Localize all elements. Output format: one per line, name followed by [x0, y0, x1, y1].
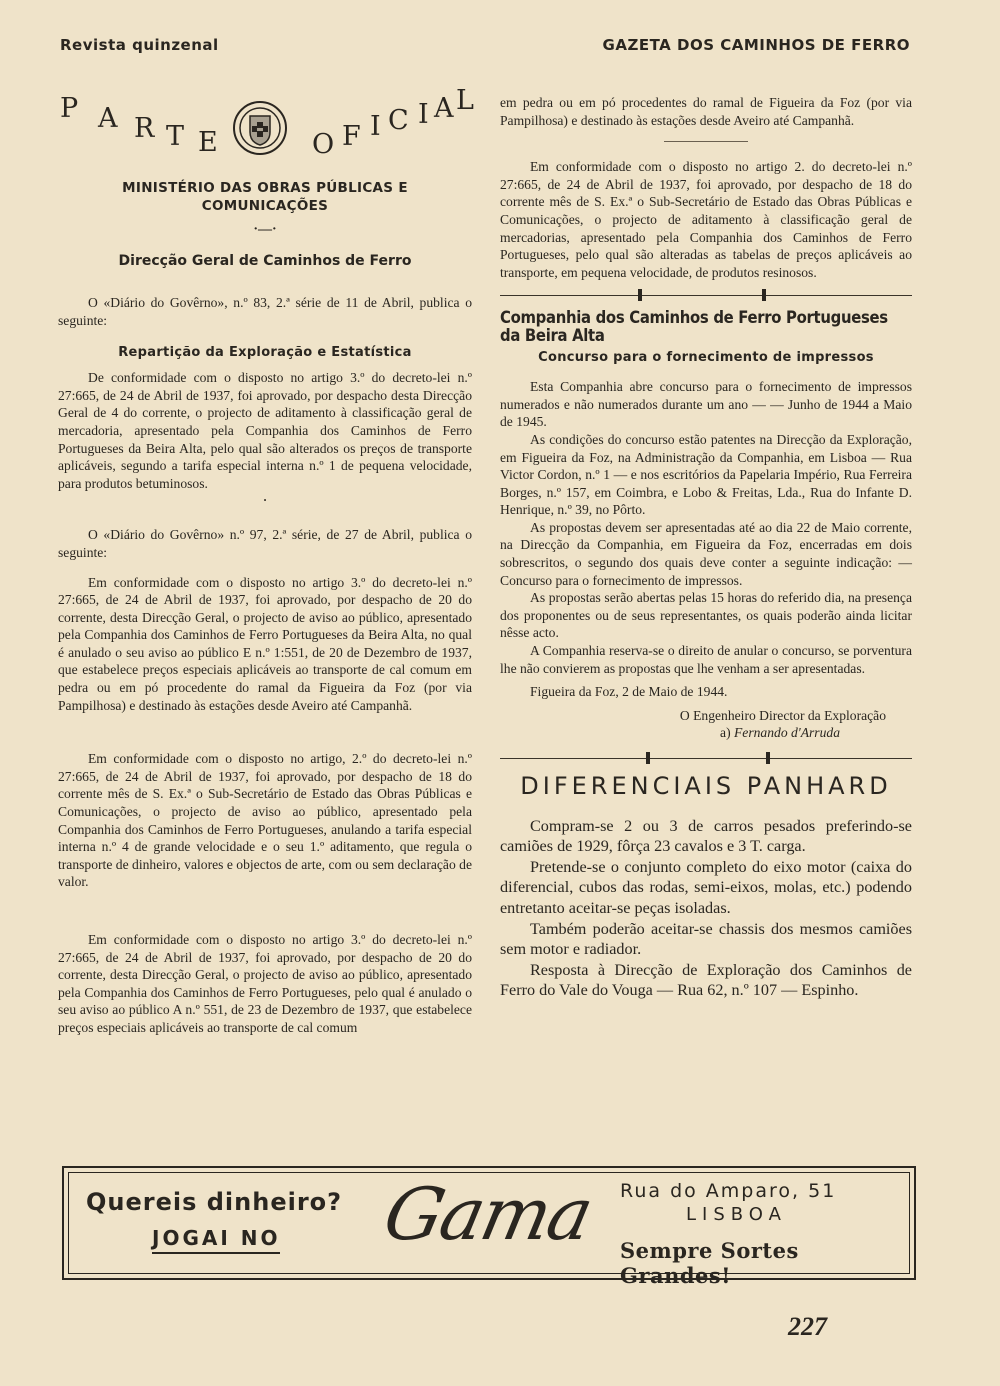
- parte-letter: P: [60, 93, 79, 124]
- body-paragraph: Esta Companhia abre concurso para o fornecimento de impressos numerados e não numerados durante um ano — — Junho de 1944 a Maio de 1945.: [500, 379, 912, 430]
- intro-paragraph: O «Diário do Govêrno», n.º 83, 2.ª série de 11 de Abril, publica o seguinte:: [58, 295, 472, 328]
- header-left: Revista quinzenal: [60, 36, 219, 54]
- signature-name-text: Fernando d'Arruda: [734, 725, 840, 741]
- header-right: GAZETA DOS CAMINHOS DE FERRO: [602, 36, 910, 54]
- separator-line: [664, 141, 748, 142]
- body-paragraph: Compram-se 2 ou 3 de carros pesados preferindo-se camiões de 1929, fôrça 23 cavalos e 3 T. carga.: [500, 816, 912, 856]
- parte-letter: A: [98, 103, 118, 134]
- ad-jogai: JOGAI NO: [152, 1226, 280, 1254]
- gama-advertisement: [62, 1166, 916, 1288]
- page-number: 227: [788, 1312, 827, 1341]
- classified-ad: [500, 816, 912, 1001]
- parte-letter: T: [166, 121, 185, 152]
- oficial-letter: F: [342, 121, 361, 152]
- coat-of-arms-icon: [232, 100, 288, 156]
- oficial-letter: C: [388, 105, 409, 136]
- body-paragraph: Pretende-se o conjunto completo do eixo motor (caixa do diferencial, cubos das rodas, semi-eixos, molas, etc.) podendo entretanto aceitar-se peças isoladas.: [500, 857, 912, 917]
- oficial-letter: A: [434, 93, 454, 124]
- intro-paragraph: O «Diário do Govêrno» n.º 97, 2.ª série, de 27 de Abril, publica o seguinte:: [58, 527, 472, 560]
- companhia-heading: Companhia dos Caminhos de Ferro Portugueses da Beira Alta: [500, 308, 888, 345]
- signature-title: O Engenheiro Director da Exploração: [679, 707, 886, 723]
- ad-question: Quereis dinheiro?: [86, 1188, 343, 1216]
- direccao-heading: Direcção Geral de Caminhos de Ferro: [118, 252, 412, 269]
- parte-oficial-heading: [58, 85, 474, 172]
- ad-city: LISBOA: [686, 1204, 787, 1225]
- body-paragraph: Em conformidade com o disposto no artigo 2. do decreto-lei n.º 27:665, de 24 de Abril de 1937, foi aprovado, por despacho de 18 do corrente mês de S. Ex.ª o Sub-Secretário de Estado das Obras Públicas e Comunicações, o projecto de aditamento à classificação geral de mercadorias, apresentado pela Companhia dos Caminhos de Ferro Portugueses, pelo qual são alteradas as tabelas de preços aplicáveis ao transporte, em pequena velocidade, de produtos resinosos.: [500, 159, 912, 280]
- oficial-letter: I: [370, 111, 381, 142]
- section-divider: [500, 289, 912, 303]
- body-paragraph: As propostas devem ser apresentadas até ao dia 22 de Maio corrente, na Direcção da Companhia, em Figueira da Foz, encerradas em dois sobrescritos, o segundo dos quais deve conter a seguinte indicação: — Concurso para o fornecimento de impressos.: [500, 519, 912, 588]
- parte-letter: E: [198, 127, 218, 158]
- body-paragraph: Em conformidade com o disposto no artigo, 2.º do decreto-lei n.º 27:665, de 24 de Abril de 1937, foi aprovado, por despacho de 18 do corrente mês de S. Ex.ª o Sub-Secretário de Estado das Obras Públicas e Comunicações, o projecto de aviso ao público, apresentado pela Companhia dos Caminhos de Ferro Portugueses, anulando a tarifa especial interna n.º 4 de grande velocidade e o seu 1.º aditamento, que regula o transporte de dinheiro, valores e objectos de arte, com ou sem declaração de valor.: [58, 751, 472, 890]
- section-divider: [500, 752, 912, 766]
- body-paragraph: em pedra ou em pó procedentes do ramal de Figueira da Foz (por via Pampilhosa) e destinado às estações desde Aveiro até Campanhã.: [500, 95, 912, 128]
- left-column: [58, 85, 474, 1037]
- body-paragraph: Resposta à Direcção de Exploração dos Caminhos de Ferro do Vale do Vouga — Rua 62, n.º 107 — Espinho.: [500, 960, 912, 1000]
- ad-brand-logo: Gama: [377, 1172, 599, 1256]
- section-dot: •: [263, 496, 267, 506]
- oficial-letter: O: [312, 129, 335, 160]
- body-paragraph: As propostas serão abertas pelas 15 horas do referido dia, na presença dos proponentes ou de seus representantes, os quais poderão ainda licitar nêsse acto.: [500, 590, 912, 641]
- signature-name: [500, 724, 912, 742]
- ministerio-heading: MINISTÉRIO DAS OBRAS PÚBLICAS E COMUNICAÇÕES: [122, 180, 408, 214]
- body-paragraph: A Companhia reserva-se o direito de anular o concurso, se porventura lhe não convierem as propostas que lhe venham a ser apresentadas.: [500, 643, 912, 676]
- parte-letter: R: [134, 113, 155, 144]
- ornament: ·—·: [253, 222, 277, 238]
- body-paragraph: Em conformidade com o disposto no artigo 3.º do decreto-lei n.º 27:665, de 24 de Abril de 1937, foi aprovado, por despacho de 20 do corrente, desta Direcção Geral, o projecto de aviso ao público, apresentado pela Companhia dos Caminhos de Ferro Portugueses da Beira Alta, no qual é anulado o seu aviso ao público E n.º 1:551, de 20 de Dezembro de 1937, que estabelece preços especiais aplicáveis ao transporte de cal comum em pedra ou em pó procedente do ramal da Figueira da Foz (por via Pampilhosa) e destinado às estações desde Aveiro até Campanhã.: [58, 574, 472, 713]
- body-paragraph: Também poderão aceitar-se chassis dos mesmos camiões sem motor e radiador.: [500, 919, 912, 959]
- body-paragraph: Em conformidade com o disposto no artigo 3.º do decreto-lei n.º 27:665, de 24 de Abril de 1937, foi aprovado, por despacho de 20 do corrente, desta Direcção Geral, o projecto de aviso ao público, apresentado pela Companhia dos Caminhos de Ferro Portugueses, pelo qual é anulado o seu aviso ao público A n.º 551, de 23 de Dezembro de 1937, que estabelece preços especiais aplicáveis ao transporte de cal comum: [58, 932, 472, 1035]
- body-paragraph: De conformidade com o disposto no artigo 3.º do decreto-lei n.º 27:665, de 24 de Abril de 1937, foi aprovado, por despacho desta Direcção Geral de 4 do corrente, o projecto de aditamento à classificação geral de mercadoria, apresentado pela Companhia dos Caminhos de Ferro Portugueses da Beira Alta, pelo qual são alterados os preços de transporte aplicáveis, segundo a tarifa especial interna n.º 1 de pequena velocidade, para produtos betuminosos.: [58, 370, 472, 491]
- body-paragraph: As condições do concurso estão patentes na Direcção da Exploração, em Figueira da Foz, na Administração da Companhia, em Lisboa — Rua Victor Cordon, n.º 1 — e nos escritórios da Papelaria Império, Rua Ferreira Borges, n.º 157, em Coimbra, e Lobo & Freitas, Lda., Rua do Infante D. Henrique, n.º 39, no Pôrto.: [500, 431, 912, 518]
- oficial-letter: I: [418, 99, 429, 130]
- date-line: Figueira da Foz, 2 de Maio de 1944.: [530, 684, 728, 700]
- concurso-heading: Concurso para o fornecimento de impressos: [538, 349, 874, 365]
- reparticao-heading: Repartição da Exploração e Estatística: [118, 344, 412, 360]
- right-column: [500, 94, 912, 1001]
- diferenciais-heading: DIFERENCIAIS PANHARD: [520, 772, 892, 800]
- signature-prefix: a): [720, 725, 731, 741]
- oficial-letter: L: [456, 85, 474, 116]
- ad-slogan: Sempre Sortes Grandes!: [620, 1238, 799, 1288]
- ad-address: Rua do Amparo, 51: [620, 1180, 837, 1202]
